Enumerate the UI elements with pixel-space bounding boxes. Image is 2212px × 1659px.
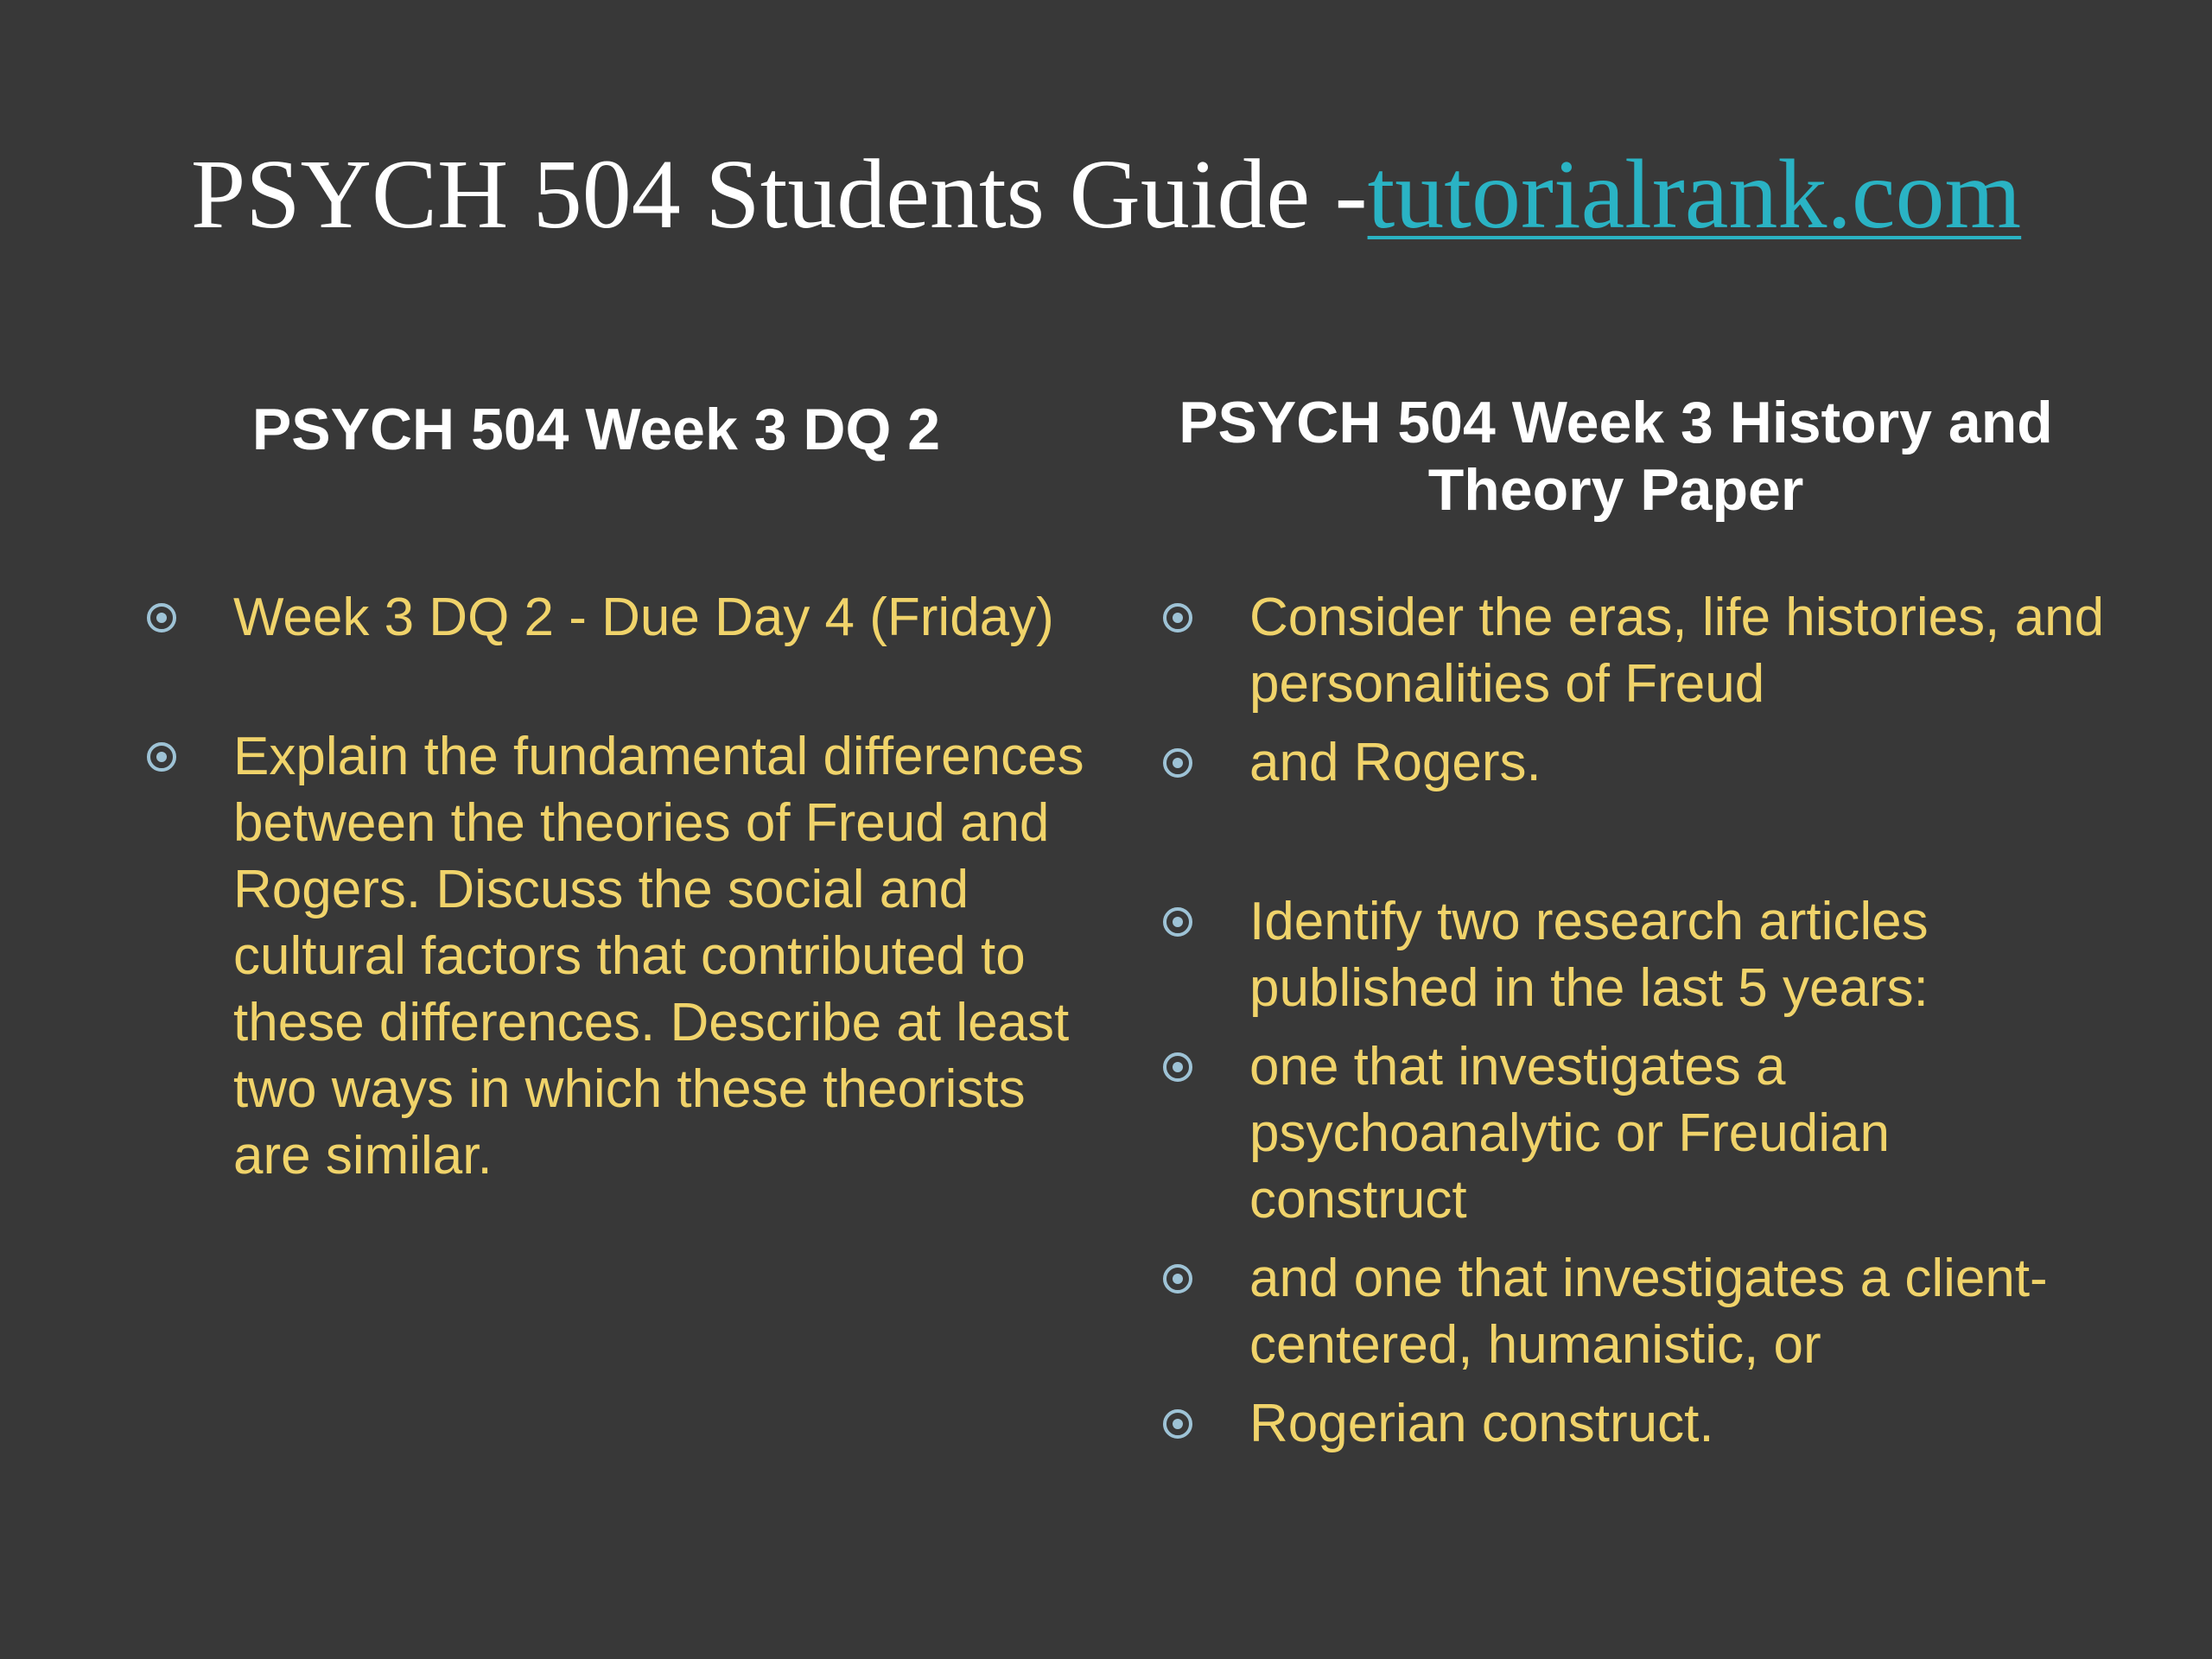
bullet-text: one that investigates a psychoanalytic or Freudian construct [1249, 1037, 1890, 1230]
left-bullet-list [138, 584, 1097, 1189]
list-item [1154, 729, 2122, 796]
circle-bullet-icon [1163, 1409, 1192, 1439]
list-item [1154, 1390, 2122, 1457]
bullet-text: Week 3 DQ 2 - Due Day 4 (Friday) [233, 588, 1054, 647]
slide-title [0, 138, 2212, 251]
tutorialrank-link[interactable]: tutorialrank.com [1367, 139, 2022, 249]
list-item [138, 723, 1192, 1189]
circle-bullet-icon [147, 742, 176, 772]
bullet-text: Consider the eras, life histories, and personalities of Freud [1249, 588, 2105, 714]
bullet-text: Identify two research articles published in the last 5 years: [1249, 892, 1929, 1018]
list-item [1154, 1033, 2122, 1233]
circle-bullet-icon [1163, 1264, 1192, 1294]
circle-bullet-icon [147, 603, 176, 632]
left-column-heading: PSYCH 504 Week 3 DQ 2 [251, 397, 941, 462]
title-separator: - [1310, 139, 1368, 249]
title-text: PSYCH 504 Students Guide [190, 139, 1311, 249]
right-bullet-list [1154, 584, 2122, 1457]
bullet-text: and Rogers. [1249, 733, 1541, 792]
circle-bullet-icon [1163, 1052, 1192, 1082]
list-item [1154, 888, 2122, 1021]
right-column-heading: PSYCH 504 Week 3 History and Theory Paper [1179, 390, 2053, 523]
list-item [1154, 1245, 2122, 1378]
bullet-text: Rogerian construct. [1249, 1394, 1714, 1453]
bullet-text: and one that investigates a client-centered, humanistic, or [1249, 1249, 2048, 1375]
circle-bullet-icon [1163, 603, 1192, 632]
list-item [1154, 584, 2122, 717]
circle-bullet-icon [1163, 748, 1192, 778]
bullet-text: Explain the fundamental differences between the theories of Freud and Rogers. Discuss the social and cultural factors that contributed to these differences. Describe at least two ways in which these theorists are similar. [233, 727, 1084, 1185]
list-item [138, 584, 1097, 651]
circle-bullet-icon [1163, 907, 1192, 937]
